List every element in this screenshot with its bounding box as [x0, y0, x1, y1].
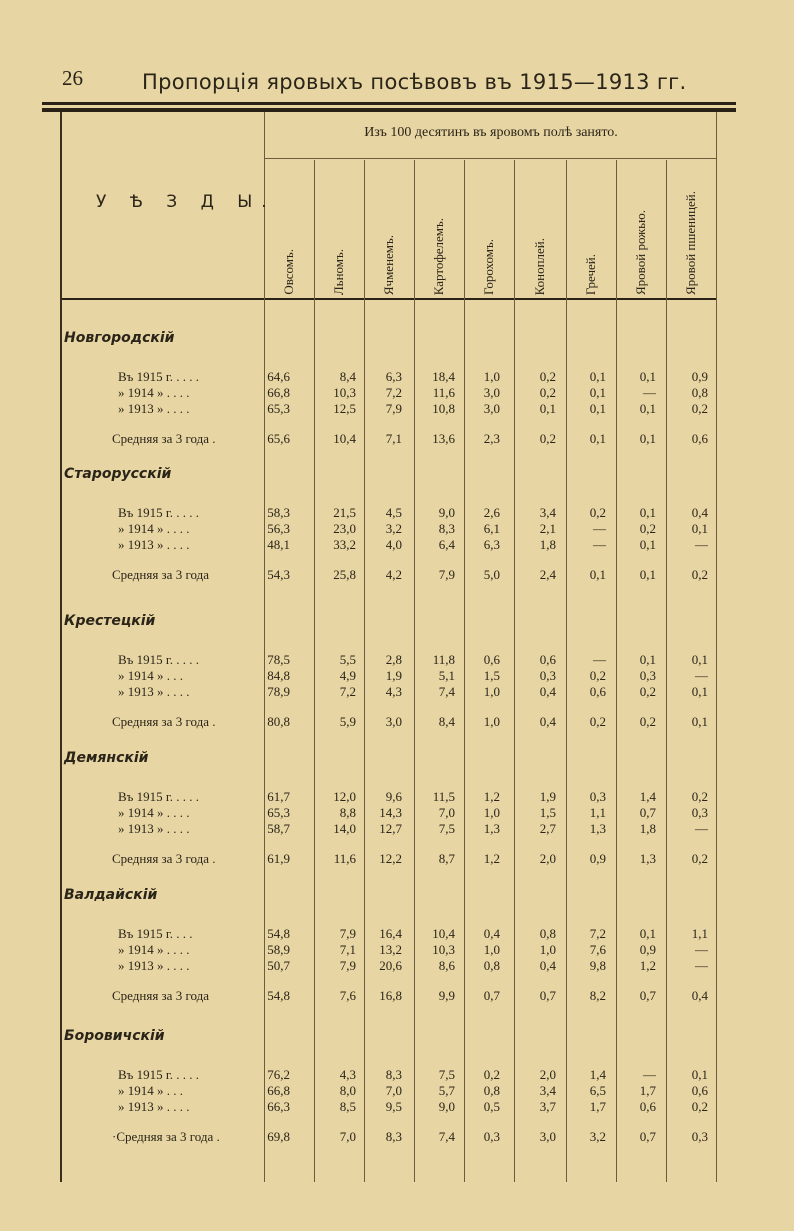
table-cell: 0,3 [589, 789, 606, 804]
table-cell: 23,0 [333, 521, 356, 536]
table-cell: 1,0 [483, 805, 500, 820]
table-cell: 0,1 [639, 537, 656, 552]
table-cell: 12,5 [333, 401, 356, 416]
row-label: Въ 1915 г. . . . . [118, 1067, 200, 1082]
table-cell: 0,1 [639, 369, 656, 384]
table-cell: 8,5 [339, 1099, 356, 1114]
average-cell: 1,0 [483, 714, 500, 729]
average-cell: 0,2 [589, 714, 606, 729]
average-cell: 25,8 [333, 567, 356, 582]
table-cell: 65,3 [267, 805, 290, 820]
table-cell: 1,0 [483, 369, 500, 384]
table-cell: 0,1 [589, 369, 606, 384]
average-cell: 8,2 [589, 988, 606, 1003]
table-cell: 7,9 [339, 958, 356, 973]
table-cell: 6,3 [483, 537, 500, 552]
table-cell: 0,1 [539, 401, 556, 416]
table-cell: 2,8 [385, 652, 402, 667]
table-cell: 0,4 [539, 958, 556, 973]
average-cell: 61,9 [267, 851, 290, 866]
table-cell: 1,0 [483, 684, 500, 699]
table-cell: 2,7 [539, 821, 556, 836]
top-rule [42, 102, 736, 105]
table-cell: 0,4 [483, 926, 500, 941]
average-cell: 0,7 [483, 988, 500, 1003]
table-cell: 0,2 [589, 505, 606, 520]
table-cell: 64,6 [267, 369, 290, 384]
row-label: Въ 1915 г. . . . . [118, 505, 200, 520]
table-cell: 0,3 [639, 668, 656, 683]
table-cell: 1,0 [539, 942, 556, 957]
table-cell: 0,4 [691, 505, 708, 520]
average-cell: 0,7 [639, 988, 656, 1003]
table-cell: 7,0 [385, 1083, 402, 1098]
top-rule-second [42, 108, 736, 112]
average-cell: 65,6 [267, 431, 290, 446]
column-header [414, 165, 464, 295]
table-cell: 10,3 [432, 942, 455, 957]
table-cell: 7,2 [339, 684, 356, 699]
column-header [464, 165, 514, 295]
table-cell: 1,4 [589, 1067, 606, 1082]
table-cell: 20,6 [379, 958, 402, 973]
average-cell: 0,2 [691, 567, 708, 582]
table-cell: 7,2 [385, 385, 402, 400]
table-cell: 54,8 [267, 926, 290, 941]
district-name: Новгородскій [64, 330, 175, 346]
average-cell: 0,2 [639, 714, 656, 729]
table-cell: — [593, 652, 606, 667]
row-label: » 1914 » . . . [118, 1083, 183, 1098]
table-cell: 0,1 [639, 652, 656, 667]
table-cell: 14,0 [333, 821, 356, 836]
table-cell: 11,6 [432, 385, 455, 400]
column-header [666, 165, 716, 295]
average-cell: 7,0 [339, 1129, 356, 1144]
average-cell: 0,2 [691, 851, 708, 866]
table-cell: 5,1 [438, 668, 455, 683]
average-row-label: Средняя за 3 года . [112, 431, 216, 446]
average-row-label: ·Средняя за 3 года . [112, 1129, 220, 1144]
table-cell: 18,4 [432, 369, 455, 384]
table-cell: 58,7 [267, 821, 290, 836]
average-cell: 7,9 [438, 567, 455, 582]
table-cell: 1,3 [589, 821, 606, 836]
table-cell: 8,4 [339, 369, 356, 384]
table-cell: 13,2 [379, 942, 402, 957]
table-cell: 8,3 [385, 1067, 402, 1082]
row-label: » 1913 » . . . . [118, 401, 190, 416]
table-cell: 10,8 [432, 401, 455, 416]
table-cell: 7,1 [339, 942, 356, 957]
column-header-label: Ячменемъ. [381, 234, 396, 295]
table-cell: — [593, 521, 606, 536]
district-name: Старорусскій [64, 466, 172, 482]
average-cell: 7,6 [339, 988, 356, 1003]
district-name: Валдайскій [64, 887, 158, 903]
table-cell: 1,1 [691, 926, 708, 941]
table-cell: 0,2 [691, 401, 708, 416]
column-header-label: Овсомъ. [281, 249, 296, 295]
table-cell: 1,4 [639, 789, 656, 804]
average-cell: 3,0 [539, 1129, 556, 1144]
table-cell: — [643, 385, 656, 400]
table-cell: 1,7 [589, 1099, 606, 1114]
table-cell: 5,5 [339, 652, 356, 667]
average-cell: 3,0 [385, 714, 402, 729]
table-cell: 9,8 [589, 958, 606, 973]
average-cell: 3,2 [589, 1129, 606, 1144]
table-cell: 33,2 [333, 537, 356, 552]
table-cell: 21,5 [333, 505, 356, 520]
table-cell: 0,6 [539, 652, 556, 667]
table-cell: 2,0 [539, 1067, 556, 1082]
average-cell: 0,6 [691, 431, 708, 446]
table-cell: 0,3 [691, 805, 708, 820]
average-cell: 8,4 [438, 714, 455, 729]
table-cell: 0,2 [691, 1099, 708, 1114]
average-cell: 0,9 [589, 851, 606, 866]
table-cell: 9,0 [438, 505, 455, 520]
table-cell: 0,1 [639, 505, 656, 520]
table-cell: 0,9 [639, 942, 656, 957]
average-cell: 1,2 [483, 851, 500, 866]
table-cell: 11,5 [432, 789, 455, 804]
average-cell: 2,0 [539, 851, 556, 866]
table-cell: 3,7 [539, 1099, 556, 1114]
table-cell: 9,5 [385, 1099, 402, 1114]
row-label: Въ 1915 г. . . . [118, 926, 193, 941]
average-row-label: Средняя за 3 года [112, 567, 209, 582]
average-cell: 12,2 [379, 851, 402, 866]
average-cell: 2,4 [539, 567, 556, 582]
table-cell: 3,0 [483, 401, 500, 416]
table-cell: 0,1 [589, 385, 606, 400]
average-row-label: Средняя за 3 года . [112, 714, 216, 729]
row-label: » 1913 » . . . . [118, 1099, 190, 1114]
page-title: Пропорція яровыхъ посѣвовъ въ 1915—1913 гг. [142, 70, 687, 94]
table-cell: 0,2 [539, 369, 556, 384]
average-cell: 80,8 [267, 714, 290, 729]
table-cell: 7,9 [385, 401, 402, 416]
table-cell: 84,8 [267, 668, 290, 683]
table-cell: 7,0 [438, 805, 455, 820]
table-cell: 0,5 [483, 1099, 500, 1114]
table-cell: 14,3 [379, 805, 402, 820]
average-cell: 0,1 [639, 431, 656, 446]
average-cell: 7,1 [385, 431, 402, 446]
row-label: Въ 1915 г. . . . . [118, 652, 200, 667]
table-cell: — [695, 668, 708, 683]
table-cell: 1,5 [539, 805, 556, 820]
average-cell: 4,2 [385, 567, 402, 582]
average-cell: 13,6 [432, 431, 455, 446]
table-cell: 0,1 [639, 926, 656, 941]
table-cell: 65,3 [267, 401, 290, 416]
average-cell: 10,4 [333, 431, 356, 446]
table-cell: 1,5 [483, 668, 500, 683]
table-cell: 1,2 [639, 958, 656, 973]
average-cell: 0,7 [539, 988, 556, 1003]
table-cell: 0,1 [691, 652, 708, 667]
table-cell: 0,8 [483, 1083, 500, 1098]
row-label: » 1913 » . . . . [118, 958, 190, 973]
column-header-label: Горохомъ. [481, 238, 496, 295]
table-cell: 0,1 [639, 401, 656, 416]
table-cell: 66,3 [267, 1099, 290, 1114]
table-cell: 0,6 [589, 684, 606, 699]
table-cell: 78,5 [267, 652, 290, 667]
table-cell: 0,8 [539, 926, 556, 941]
table-cell: 3,4 [539, 1083, 556, 1098]
table-cell: 58,3 [267, 505, 290, 520]
table-cell: 5,7 [438, 1083, 455, 1098]
table-cell: 1,8 [539, 537, 556, 552]
average-cell: 5,9 [339, 714, 356, 729]
table-cell: 12,7 [379, 821, 402, 836]
table-cell: 0,1 [691, 521, 708, 536]
row-label: Въ 1915 г. . . . . [118, 789, 200, 804]
table-cell: 66,8 [267, 1083, 290, 1098]
district-name: Демянскій [64, 750, 149, 766]
average-cell: 5,0 [483, 567, 500, 582]
table-cell: 1,9 [539, 789, 556, 804]
super-header: Изъ 100 десятинъ въ яровомъ полѣ занято. [364, 125, 618, 140]
table-cell: 1,8 [639, 821, 656, 836]
table-cell: 6,3 [385, 369, 402, 384]
table-cell: 0,8 [483, 958, 500, 973]
table-cell: 7,2 [589, 926, 606, 941]
average-cell: 0,7 [639, 1129, 656, 1144]
average-cell: 0,1 [639, 567, 656, 582]
column-header-label: Яровой пшеницей. [683, 190, 698, 295]
table-cell: 7,4 [438, 684, 455, 699]
table-cell: — [695, 821, 708, 836]
table-cell: 66,8 [267, 385, 290, 400]
column-header-label: Гречей. [583, 253, 598, 295]
header-rule [60, 298, 716, 300]
row-label: Въ 1915 г. . . . . [118, 369, 200, 384]
table-cell: 0,6 [483, 652, 500, 667]
average-cell: 8,3 [385, 1129, 402, 1144]
table-cell: 12,0 [333, 789, 356, 804]
column-header [314, 165, 364, 295]
average-cell: 69,8 [267, 1129, 290, 1144]
uezdy-header: У Ѣ З Д Ы. [96, 192, 276, 212]
column-header [364, 165, 414, 295]
table-cell: 0,3 [539, 668, 556, 683]
table-cell: 0,1 [691, 684, 708, 699]
table-cell: 3,2 [385, 521, 402, 536]
table-left-border [60, 112, 62, 1182]
row-label: » 1914 » . . . [118, 668, 183, 683]
table-cell: 58,9 [267, 942, 290, 957]
average-row-label: Средняя за 3 года . [112, 851, 216, 866]
table-cell: 1,3 [483, 821, 500, 836]
average-cell: 11,6 [333, 851, 356, 866]
table-cell: 1,7 [639, 1083, 656, 1098]
super-header-rule [264, 158, 716, 159]
table-cell: 11,8 [432, 652, 455, 667]
row-label: » 1914 » . . . . [118, 521, 190, 536]
table-cell: — [695, 958, 708, 973]
row-label: » 1914 » . . . . [118, 942, 190, 957]
table-cell: 4,9 [339, 668, 356, 683]
table-cell: 76,2 [267, 1067, 290, 1082]
row-label: » 1913 » . . . . [118, 684, 190, 699]
row-label: » 1913 » . . . . [118, 821, 190, 836]
table-cell: 78,9 [267, 684, 290, 699]
average-cell: 0,4 [539, 714, 556, 729]
row-label: » 1913 » . . . . [118, 537, 190, 552]
table-cell: 8,6 [438, 958, 455, 973]
table-cell: 0,1 [589, 401, 606, 416]
table-cell: 0,6 [639, 1099, 656, 1114]
average-cell: 0,1 [691, 714, 708, 729]
table-cell: 61,7 [267, 789, 290, 804]
table-cell: 0,8 [691, 385, 708, 400]
table-cell: 10,4 [432, 926, 455, 941]
average-cell: 0,3 [691, 1129, 708, 1144]
table-cell: 8,3 [438, 521, 455, 536]
table-cell: 2,1 [539, 521, 556, 536]
table-cell: 0,6 [691, 1083, 708, 1098]
table-cell: 4,5 [385, 505, 402, 520]
table-cell: 8,8 [339, 805, 356, 820]
table-cell: 50,7 [267, 958, 290, 973]
average-cell: 0,3 [483, 1129, 500, 1144]
table-cell: 0,9 [691, 369, 708, 384]
column-header-label: Яровой рожью. [633, 210, 648, 295]
average-cell: 54,8 [267, 988, 290, 1003]
table-cell: 9,0 [438, 1099, 455, 1114]
average-cell: 0,4 [691, 988, 708, 1003]
table-cell: 0,2 [639, 521, 656, 536]
table-cell: 10,3 [333, 385, 356, 400]
average-cell: 54,3 [267, 567, 290, 582]
column-header-label: Картофелемъ. [431, 217, 446, 295]
table-cell: — [643, 1067, 656, 1082]
table-cell: 4,3 [339, 1067, 356, 1082]
table-cell: 6,4 [438, 537, 455, 552]
table-cell: 3,4 [539, 505, 556, 520]
table-cell: 0,2 [691, 789, 708, 804]
average-cell: 0,1 [589, 431, 606, 446]
column-header-label: Льномъ. [331, 248, 346, 295]
column-header-label: Коноплей. [532, 237, 547, 295]
table-cell: 1,1 [589, 805, 606, 820]
row-label: » 1914 » . . . . [118, 385, 190, 400]
average-cell: 16,8 [379, 988, 402, 1003]
average-cell: 0,1 [589, 567, 606, 582]
average-cell: 1,3 [639, 851, 656, 866]
table-cell: 6,5 [589, 1083, 606, 1098]
row-label: » 1914 » . . . . [118, 805, 190, 820]
table-cell: 48,1 [267, 537, 290, 552]
table-cell: 0,2 [539, 385, 556, 400]
table-cell: 2,6 [483, 505, 500, 520]
table-cell: 0,2 [639, 684, 656, 699]
average-cell: 8,7 [438, 851, 455, 866]
table-cell: 0,2 [589, 668, 606, 683]
table-cell: 8,0 [339, 1083, 356, 1098]
table-cell: — [695, 942, 708, 957]
average-cell: 2,3 [483, 431, 500, 446]
table-cell: 4,0 [385, 537, 402, 552]
table-cell: 7,5 [438, 821, 455, 836]
column-header [514, 165, 566, 295]
average-cell: 7,4 [438, 1129, 455, 1144]
table-cell: 0,7 [639, 805, 656, 820]
district-name: Боровичскій [64, 1028, 165, 1044]
table-cell: 0,4 [539, 684, 556, 699]
table-cell: 7,6 [589, 942, 606, 957]
table-cell: 4,3 [385, 684, 402, 699]
table-cell: 1,0 [483, 942, 500, 957]
table-cell: 1,9 [385, 668, 402, 683]
table-cell: 7,5 [438, 1067, 455, 1082]
page-number: 26 [62, 66, 83, 90]
column-header [616, 165, 666, 295]
table-cell: 7,9 [339, 926, 356, 941]
table-cell: 56,3 [267, 521, 290, 536]
table-cell: 16,4 [379, 926, 402, 941]
table-cell: 9,6 [385, 789, 402, 804]
district-name: Крестецкій [64, 613, 156, 629]
average-cell: 9,9 [438, 988, 455, 1003]
table-cell: — [593, 537, 606, 552]
column-header [264, 165, 314, 295]
column-header [566, 165, 616, 295]
table-cell: 3,0 [483, 385, 500, 400]
table-right-border [716, 112, 717, 1182]
average-row-label: Средняя за 3 года [112, 988, 209, 1003]
table-cell: — [695, 537, 708, 552]
table-cell: 6,1 [483, 521, 500, 536]
table-cell: 0,1 [691, 1067, 708, 1082]
average-cell: 0,2 [539, 431, 556, 446]
table-cell: 0,2 [483, 1067, 500, 1082]
table-cell: 1,2 [483, 789, 500, 804]
